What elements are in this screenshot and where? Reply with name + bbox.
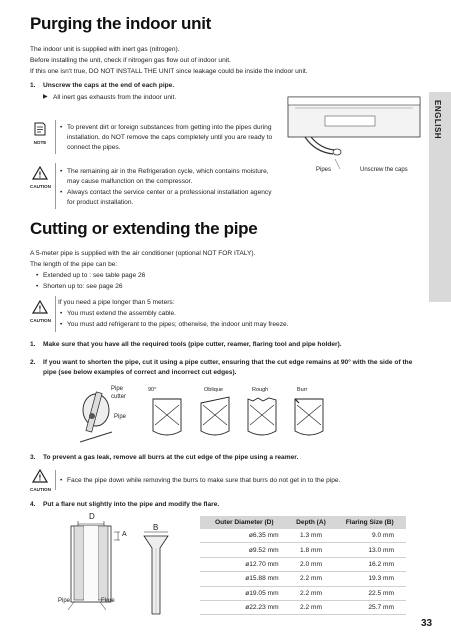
bullet-icon: •	[60, 321, 63, 328]
bullet-icon: •	[36, 272, 39, 279]
table-cell: 2.2 mm	[289, 586, 334, 600]
purging-step-1-num: 1.	[30, 82, 36, 89]
table-row	[200, 557, 406, 571]
diagram-A-label: A	[122, 531, 127, 538]
table-cell: ø15.88 mm	[200, 572, 289, 586]
bullet-icon: •	[60, 477, 63, 484]
table-cell: 19.3 mm	[333, 572, 406, 586]
cutting-caution-bullet-1: You must extend the assembly cable.	[67, 310, 176, 317]
table-header: Outer Diameter (D)	[200, 516, 289, 529]
note-line-3: connect the pipes.	[67, 144, 121, 151]
cut-burr-label: Burr	[297, 387, 308, 393]
table-cell: 25.7 mm	[333, 600, 406, 614]
cutting-step-3: To prevent a gas leak, remove all burrs at the cut edge of the pipe using a reamer.	[43, 454, 299, 461]
table-cell: 13.0 mm	[333, 543, 406, 557]
cut-90-pipe	[150, 395, 184, 439]
cut-oblique-pipe	[198, 395, 232, 439]
purging-intro-1: The indoor unit is supplied with inert gas (nitrogen).	[30, 46, 180, 53]
svg-text:!: !	[38, 304, 42, 314]
diagram-flare-label: Flare	[101, 598, 115, 604]
caution-1-line-1: The remaining air in the Refrigeration cycle, which contains moisture,	[67, 168, 269, 175]
cutting-step-2-line-2: pipe (see below examples of correct and incorrect cut edges).	[43, 369, 237, 376]
diagram-pipe-label: Pipe	[58, 598, 71, 604]
flare-size-table	[200, 516, 406, 615]
bullet-icon: •	[60, 310, 63, 317]
caution-2-line-1: Always contact the service center or a professional installation agency	[67, 189, 272, 196]
pipes-label: Pipes	[316, 167, 332, 173]
cutting-intro-2: The length of the pipe can be:	[30, 261, 118, 268]
purging-intro-3: If this one isn't true, DO NOT INSTALL THE UNIT since leakage could be inside the indoor unit.	[30, 68, 308, 75]
caution-label: CAUTION	[30, 487, 51, 492]
cut-rough-pipe	[245, 395, 279, 439]
cutting-intro-1: A 5-meter pipe is supplied with the air conditioner (optional NOT FOR ITALY).	[30, 250, 256, 257]
caution-2-line-2: for product installation.	[67, 199, 134, 206]
table-row	[200, 543, 406, 557]
bullet-icon: •	[60, 124, 63, 131]
table-cell: 16.2 mm	[333, 557, 406, 571]
cutting-title: Cutting or extending the pipe	[30, 219, 258, 238]
cutting-caution-bullet-2: You must add refrigerant to the pipes; otherwise, the indoor unit may freeze.	[67, 321, 289, 328]
note-icon	[30, 122, 50, 145]
cutting-step-1-num: 1.	[30, 341, 36, 348]
indoor-unit-illustration	[285, 94, 423, 174]
svg-text:!: !	[38, 170, 42, 180]
caution-icon	[30, 300, 50, 323]
note-line-1: To prevent dirt or foreign substances from getting into the pipes during	[67, 124, 272, 131]
table-row	[200, 586, 406, 600]
table-row	[200, 600, 406, 614]
bullet-icon: •	[60, 189, 63, 196]
caution-divider	[55, 470, 56, 490]
bullet-icon: •	[60, 168, 63, 175]
note-divider	[55, 120, 56, 154]
cut-rough-label: Rough	[252, 387, 269, 393]
table-header-row	[200, 516, 406, 529]
purging-title: Purging the indoor unit	[30, 14, 212, 33]
cut-burr-pipe	[292, 395, 326, 439]
cut-oblique-label: Oblique	[204, 387, 223, 393]
cutting-step-4: Put a flare nut slightly into the pipe and modify the flare.	[43, 501, 220, 508]
arrow-right-icon: ▶	[43, 94, 48, 100]
table-cell: 22.5 mm	[333, 586, 406, 600]
table-header: Depth (A)	[289, 516, 334, 529]
cutting-bullet-1: Extended up to : see table page 26	[43, 272, 146, 279]
cutting-step-1: Make sure that you have all the required tools (pipe cutter, reamer, flaring tool and pipe holder).	[43, 341, 342, 348]
caution-icon	[30, 469, 50, 492]
table-cell: ø9.52 mm	[200, 543, 289, 557]
svg-text:!: !	[38, 473, 42, 483]
table-cell: 2.2 mm	[289, 600, 334, 614]
table-cell: ø12.70 mm	[200, 557, 289, 571]
table-row	[200, 572, 406, 586]
purging-intro-2: Before installing the unit, check if nitrogen gas flow out of indoor unit.	[30, 57, 231, 64]
pipe-label: Pipe	[114, 414, 127, 420]
diagram-B-label: B	[153, 523, 159, 532]
language-tab	[429, 92, 451, 302]
caution-1-line-2: may cause malfunction on the compressor.	[67, 178, 193, 185]
purging-step-1-sub: All inert gas exhausts from the indoor unit.	[53, 94, 177, 101]
cutting-caution-head: If you need a pipe longer than 5 meters:	[58, 299, 175, 306]
cutting-bullet-2: Shorten up to: see page 26	[43, 283, 123, 290]
table-cell: 1.8 mm	[289, 543, 334, 557]
caution-divider	[55, 163, 56, 209]
bullet-icon: •	[36, 283, 39, 290]
table-cell: 2.0 mm	[289, 557, 334, 571]
table-cell: ø19.05 mm	[200, 586, 289, 600]
table-cell: 1.3 mm	[289, 529, 334, 543]
caution-label: CAUTION	[30, 318, 51, 323]
pipe-cutter-label-1: Pipe	[111, 386, 124, 392]
cutting-step-3-num: 3.	[30, 454, 36, 461]
table-cell: ø22.23 mm	[200, 600, 289, 614]
note-line-2: installation, do NOT remove the caps completely until you are ready to	[67, 134, 273, 141]
language-tab-label: ENGLISH	[433, 100, 442, 140]
cutting-step-2-line-1: If you want to shorten the pipe, cut it using a pipe cutter, ensuring that the cut edge remains at 90° with the side of the	[43, 359, 413, 366]
page-number: 33	[421, 618, 433, 629]
table-cell: 9.0 mm	[333, 529, 406, 543]
caution-divider	[55, 296, 56, 332]
cutting-step-4-num: 4.	[30, 501, 36, 508]
diagram-D-label: D	[89, 512, 95, 521]
cutting-caution-3: Face the pipe down while removing the burrs to make sure that burrs do not get in to the pipe.	[67, 477, 341, 484]
purging-step-1: Unscrew the caps at the end of each pipe.	[43, 82, 175, 89]
cut-90-label: 90°	[148, 387, 157, 393]
table-cell: 2.2 mm	[289, 572, 334, 586]
cutting-step-2-num: 2.	[30, 359, 36, 366]
pipe-cutter-label-2: cutter	[111, 394, 127, 400]
table-cell: ø6.35 mm	[200, 529, 289, 543]
table-row	[200, 529, 406, 543]
note-label: NOTE	[33, 140, 47, 145]
unscrew-caps-label: Unscrew the caps	[360, 167, 408, 173]
table-header: Flaring Size (B)	[333, 516, 406, 529]
caution-icon	[30, 166, 50, 189]
caution-label: CAUTION	[30, 184, 51, 189]
